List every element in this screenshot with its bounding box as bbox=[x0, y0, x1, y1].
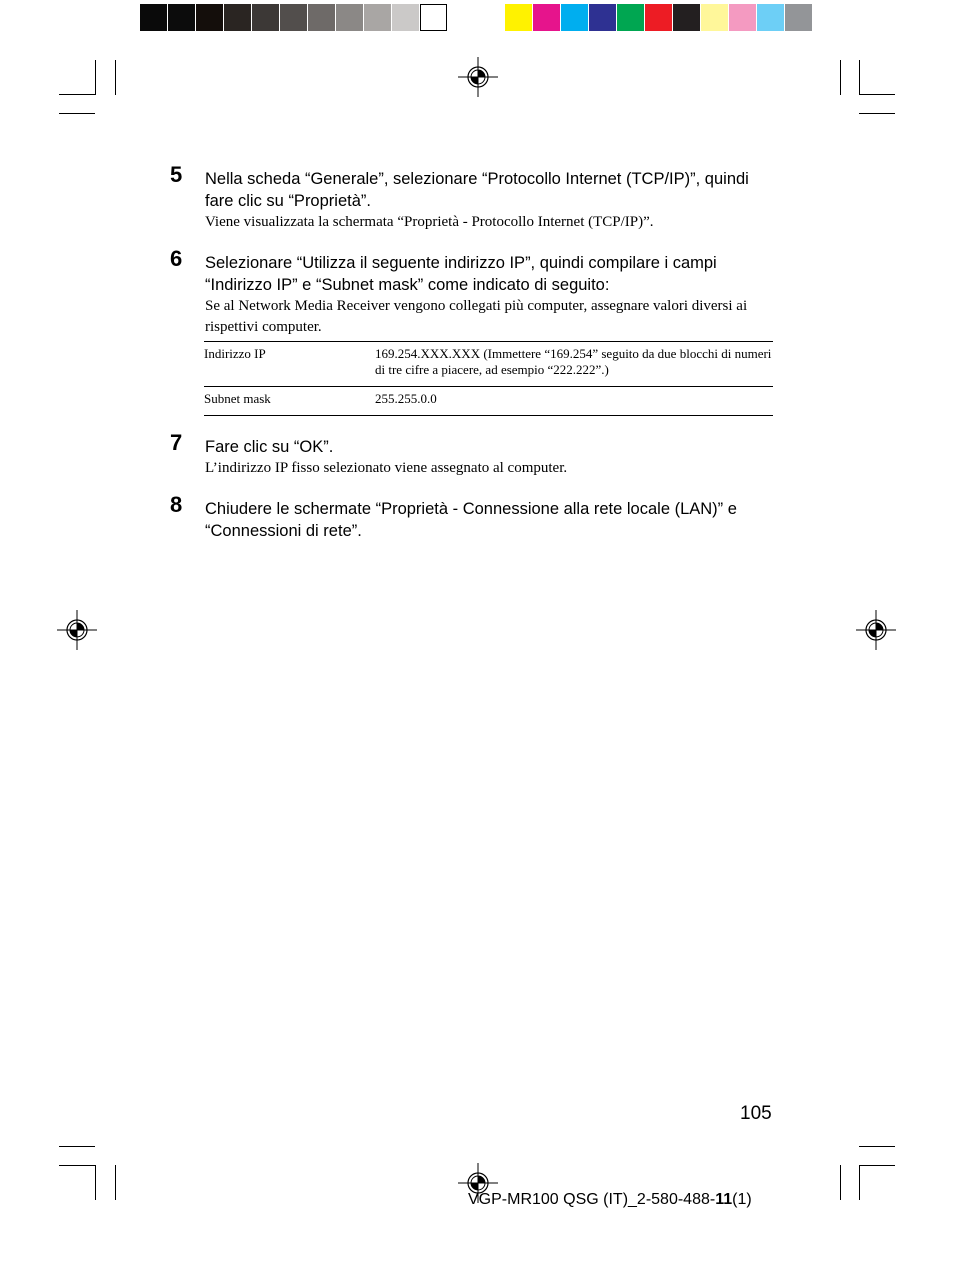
crop-mark bbox=[859, 1146, 895, 1147]
crop-mark bbox=[115, 1165, 116, 1200]
color-swatch bbox=[645, 4, 672, 31]
crop-mark bbox=[859, 1165, 895, 1166]
gray-swatch bbox=[196, 4, 223, 31]
step-instruction: Nella scheda “Generale”, selezionare “Protocollo Internet (TCP/IP)”, quindi fare clic su “Proprietà”. bbox=[205, 170, 749, 210]
color-swatch bbox=[757, 4, 784, 31]
gray-swatch bbox=[280, 4, 307, 31]
step-8 bbox=[170, 492, 775, 542]
document-code-prefix: VGP-MR100 QSG (IT)_2-580-488- bbox=[468, 1191, 716, 1208]
table-cell-value: 169.254.XXX.XXX (Immettere “169.254” seguito da due blocchi di numeri di tre cifre a piacere, ad esempio “222.222”.) bbox=[375, 342, 773, 387]
registration-mark-icon bbox=[458, 57, 498, 97]
step-instruction: Selezionare “Utilizza il seguente indirizzo IP”, quindi compilare i campi “Indirizzo IP” e “Subnet mask” come indicato di seguito: bbox=[205, 254, 717, 294]
color-swatch bbox=[785, 4, 812, 31]
table-cell-value: 255.255.0.0 bbox=[375, 387, 773, 416]
gray-swatch bbox=[308, 4, 335, 31]
step-note: L’indirizzo IP fisso selezionato viene assegnato al computer. bbox=[205, 460, 568, 476]
document-code bbox=[468, 1191, 752, 1209]
crop-mark bbox=[115, 60, 116, 95]
gray-swatch bbox=[420, 4, 447, 31]
color-swatch bbox=[729, 4, 756, 31]
gray-swatch bbox=[252, 4, 279, 31]
color-swatch bbox=[505, 4, 532, 31]
step-note: Se al Network Media Receiver vengono collegati più computer, assegnare valori diversi ai rispettivi computer. bbox=[205, 298, 748, 335]
step-7 bbox=[170, 430, 775, 479]
table-row bbox=[204, 342, 773, 387]
table-cell-label: Indirizzo IP bbox=[204, 342, 375, 387]
gray-swatch bbox=[336, 4, 363, 31]
document-code-revision: 11 bbox=[715, 1191, 733, 1208]
crop-mark bbox=[859, 1165, 860, 1200]
crop-mark bbox=[95, 1165, 96, 1200]
grayscale-color-bar bbox=[140, 4, 448, 31]
crop-mark bbox=[840, 60, 841, 95]
step-instruction: Chiudere le schermate “Proprietà - Connessione alla rete locale (LAN)” e “Connessioni di rete”. bbox=[205, 500, 737, 540]
gray-swatch bbox=[364, 4, 391, 31]
table-row bbox=[204, 387, 773, 416]
crop-mark bbox=[95, 60, 96, 95]
step-number: 5 bbox=[170, 162, 183, 187]
step-instruction: Fare clic su “OK”. bbox=[205, 438, 334, 456]
color-swatch bbox=[673, 4, 700, 31]
gray-swatch bbox=[224, 4, 251, 31]
document-code-suffix: (1) bbox=[732, 1191, 752, 1208]
step-number: 6 bbox=[170, 246, 183, 271]
step-6 bbox=[170, 246, 775, 338]
crop-mark bbox=[59, 94, 95, 95]
step-note: Viene visualizzata la schermata “Proprietà - Protocollo Internet (TCP/IP)”. bbox=[205, 214, 654, 230]
step-number: 8 bbox=[170, 492, 183, 517]
table-cell-label: Subnet mask bbox=[204, 387, 375, 416]
crop-mark bbox=[840, 1165, 841, 1200]
crop-mark bbox=[59, 1146, 95, 1147]
gray-swatch bbox=[168, 4, 195, 31]
color-swatch bbox=[533, 4, 560, 31]
page-number: 105 bbox=[740, 1103, 772, 1124]
step-5 bbox=[170, 162, 775, 233]
ip-settings-table bbox=[204, 341, 773, 416]
color-swatch bbox=[589, 4, 616, 31]
color-swatch bbox=[617, 4, 644, 31]
step-number: 7 bbox=[170, 430, 183, 455]
gray-swatch bbox=[140, 4, 167, 31]
color-swatch bbox=[561, 4, 588, 31]
registration-mark-icon bbox=[856, 610, 896, 650]
crop-mark bbox=[859, 60, 860, 95]
gray-swatch bbox=[392, 4, 419, 31]
crop-mark bbox=[859, 113, 895, 114]
crop-mark bbox=[859, 94, 895, 95]
registration-mark-icon bbox=[57, 610, 97, 650]
process-color-bar bbox=[505, 4, 813, 31]
color-swatch bbox=[701, 4, 728, 31]
crop-mark bbox=[59, 1165, 95, 1166]
crop-mark bbox=[59, 113, 95, 114]
